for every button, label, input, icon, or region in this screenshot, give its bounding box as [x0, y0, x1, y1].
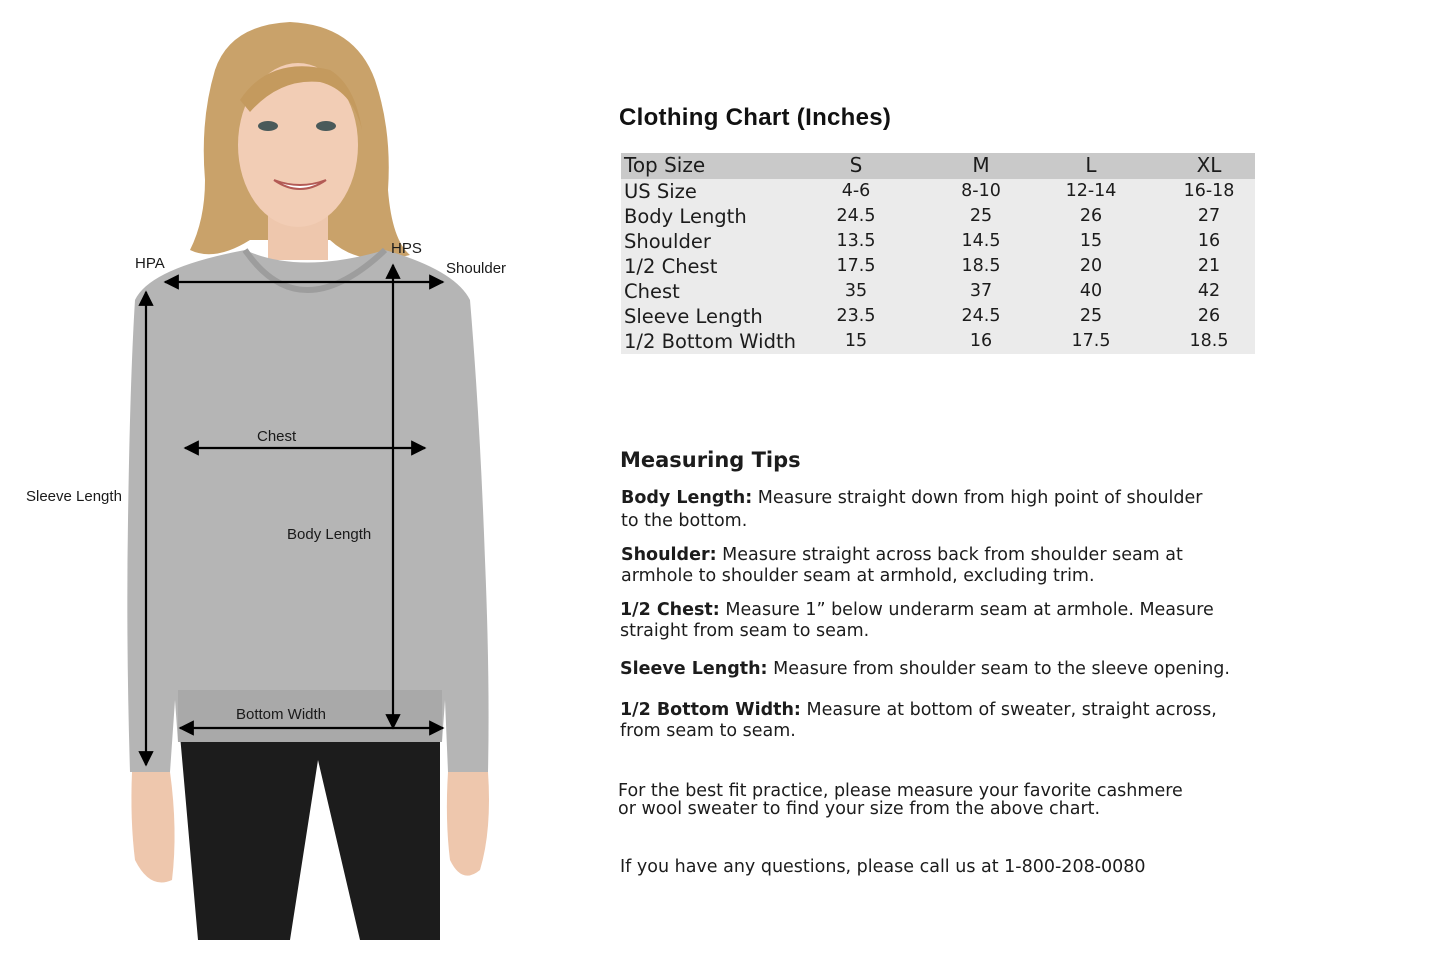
table-row	[621, 279, 1255, 304]
fit-note	[618, 782, 1258, 818]
pants-shape	[180, 735, 440, 940]
tip-term: Sleeve Length:	[620, 659, 768, 679]
table-cell: 37	[969, 281, 993, 301]
tip-term: 1/2 Bottom Width:	[620, 700, 801, 720]
table-cell: 17.5	[836, 256, 876, 276]
model-figure	[0, 0, 560, 963]
shoulder-label: Shoulder	[446, 260, 507, 277]
tip-body-length	[621, 488, 1261, 532]
table-cell: 17.5	[1071, 331, 1111, 351]
fit-note-line: For the best fit practice, please measure your favorite cashmere	[618, 781, 1183, 801]
table-cell: 18.5	[961, 256, 1001, 276]
tip-text: armhole to shoulder seam at armhold, excluding trim.	[621, 566, 1095, 586]
sleeve-length-label: Sleeve Length	[26, 488, 122, 505]
row-label: Shoulder	[624, 230, 711, 253]
row-label: Chest	[624, 280, 680, 303]
table-cell: 27	[1197, 206, 1221, 226]
row-label: US Size	[624, 180, 697, 203]
bottom-width-label: Bottom Width	[236, 706, 327, 723]
left-eye	[258, 121, 278, 131]
table-cell: 15	[1079, 231, 1103, 251]
header-cell: M	[972, 153, 990, 177]
row-label: 1/2 Chest	[624, 255, 718, 278]
tip-term: Body Length:	[621, 488, 753, 508]
body-length-label: Body Length	[287, 526, 372, 543]
table-cell: 24.5	[961, 306, 1001, 326]
table-cell: 16-18	[1183, 181, 1235, 201]
chest-label: Chest	[257, 428, 297, 445]
chart-title: Clothing Chart (Inches)	[619, 104, 892, 131]
tip-text: from seam to seam.	[620, 721, 796, 741]
table-cell: 16	[1197, 231, 1221, 251]
tip-text: Measure from shoulder seam to the sleeve opening.	[773, 659, 1230, 679]
row-label: 1/2 Bottom Width	[624, 330, 796, 353]
table-cell: 25	[1079, 306, 1103, 326]
tips-title: Measuring Tips	[620, 448, 801, 472]
row-label: Sleeve Length	[624, 305, 763, 328]
table-cell: 8-10	[961, 181, 1001, 201]
table-cell: 26	[1079, 206, 1103, 226]
table-cell: 20	[1079, 256, 1103, 276]
model-illustration	[0, 0, 560, 963]
header-cell: L	[1085, 153, 1097, 177]
table-row	[621, 229, 1255, 254]
table-cell: 25	[969, 206, 993, 226]
hps-label: HPS	[391, 240, 422, 257]
table-body	[621, 179, 1255, 354]
contact-note: If you have any questions, please call us at 1-800-208-0080	[620, 857, 1146, 877]
table-row	[621, 179, 1255, 204]
row-label: Body Length	[624, 205, 747, 228]
right-hand	[447, 772, 489, 876]
tip-text: Measure straight across back from shoulder seam at	[722, 545, 1183, 565]
table-cell: 13.5	[836, 231, 876, 251]
table-cell: 24.5	[836, 206, 876, 226]
table-cell: 14.5	[961, 231, 1001, 251]
tip-shoulder	[621, 545, 1261, 587]
table-row	[621, 204, 1255, 229]
header-cell: XL	[1196, 153, 1222, 177]
table-row	[621, 304, 1255, 329]
hpa-label: HPA	[135, 255, 165, 272]
header-cell: S	[849, 153, 863, 177]
size-table	[621, 153, 1255, 354]
tip-text: Measure straight down from high point of shoulder	[757, 488, 1203, 508]
table-cell: 21	[1197, 256, 1221, 276]
table-cell: 40	[1079, 281, 1103, 301]
table-cell: 35	[844, 281, 868, 301]
tip-text: straight from seam to seam.	[620, 621, 870, 641]
tip-half-bottom-width	[620, 700, 1260, 742]
table-cell: 42	[1197, 281, 1221, 301]
tip-text: Measure at bottom of sweater, straight across,	[806, 700, 1217, 720]
fit-note-line: or wool sweater to find your size from the above chart.	[618, 799, 1101, 819]
tip-sleeve-length	[620, 659, 1320, 680]
table-cell: 18.5	[1189, 331, 1229, 351]
table-cell: 15	[844, 331, 868, 351]
table-cell: 16	[969, 331, 993, 351]
tip-text: to the bottom.	[621, 511, 748, 531]
tip-half-chest	[620, 600, 1260, 642]
table-header-row	[621, 153, 1255, 179]
header-cell: Top Size	[624, 153, 706, 177]
table-cell: 26	[1197, 306, 1221, 326]
table-row	[621, 329, 1255, 354]
table-cell: 4-6	[841, 181, 871, 201]
tip-text: Measure 1” below underarm seam at armhole. Measure	[725, 600, 1214, 620]
left-hand	[131, 772, 174, 883]
table-cell: 12-14	[1065, 181, 1117, 201]
table-cell: 23.5	[836, 306, 876, 326]
table-row	[621, 254, 1255, 279]
tip-term: 1/2 Chest:	[620, 600, 720, 620]
tip-term: Shoulder:	[621, 545, 717, 565]
right-eye	[316, 121, 336, 131]
